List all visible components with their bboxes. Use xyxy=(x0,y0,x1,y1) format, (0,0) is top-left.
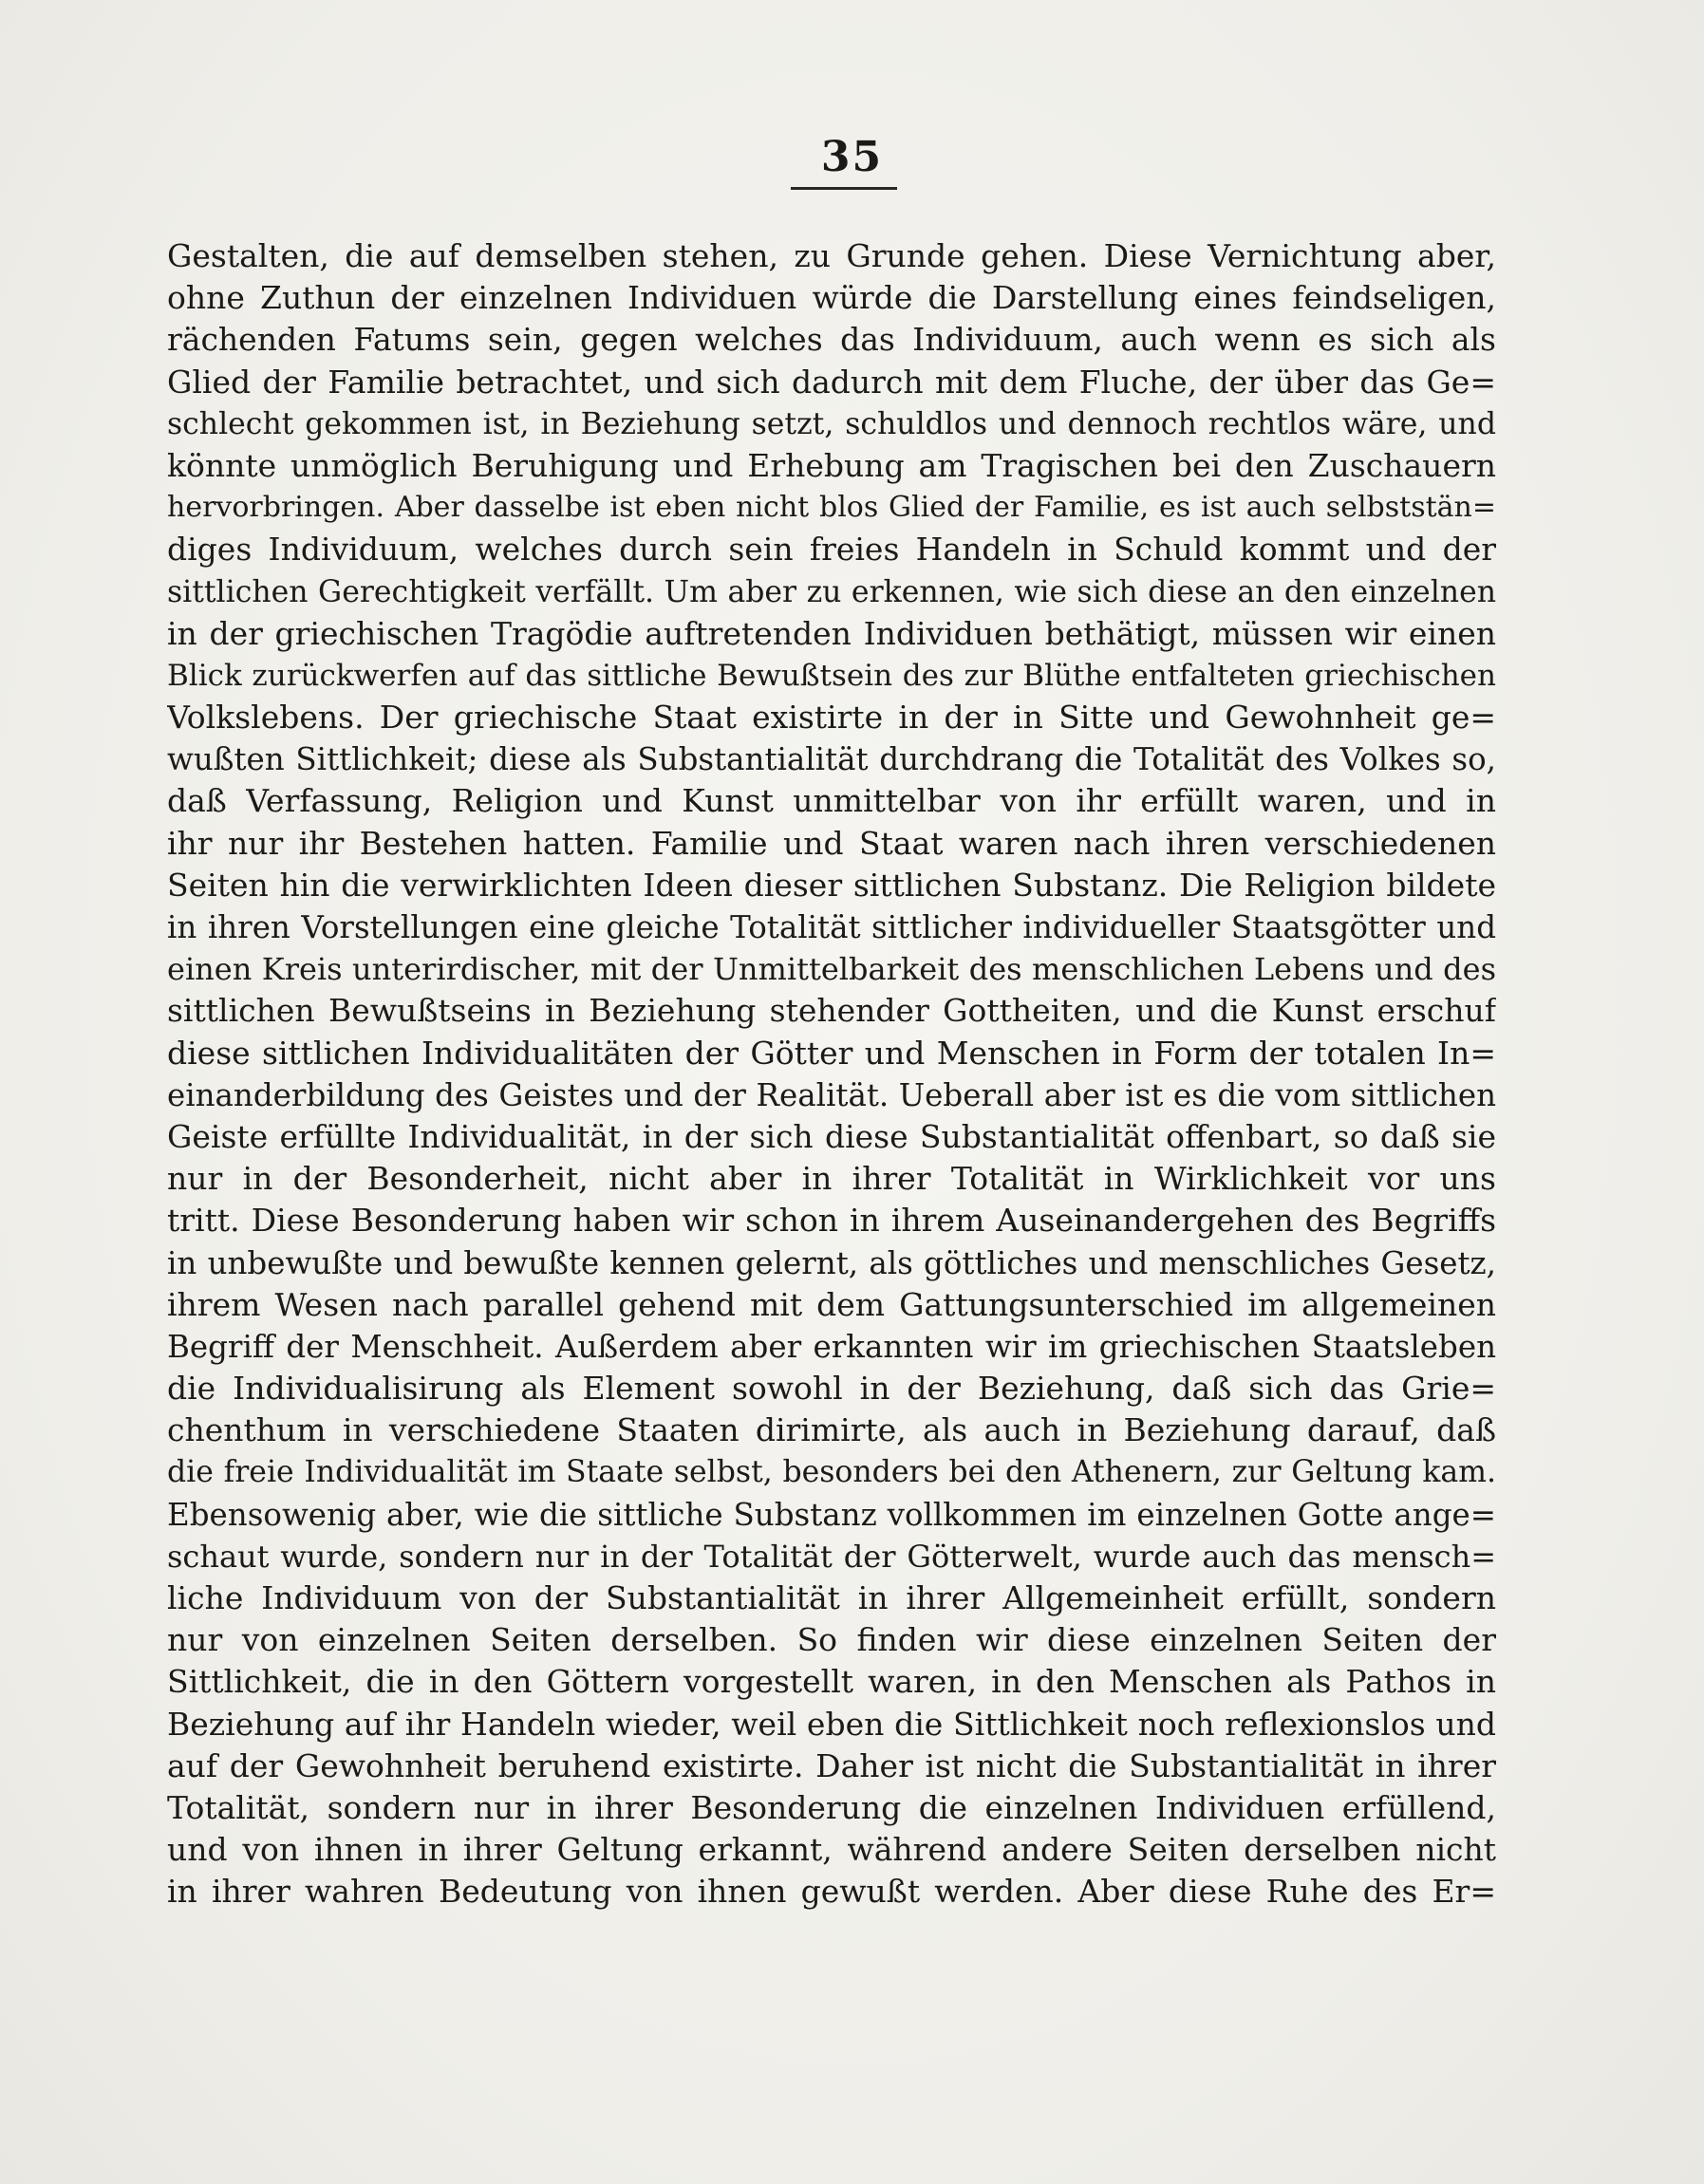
body-text xyxy=(167,235,1496,1913)
text-line: in unbewußte und bewußte kennen gelernt, als göttliches und menschliches Gesetz, xyxy=(167,1244,1496,1281)
text-line: wußten Sittlichkeit; diese als Substantialität durchdrang die Totalität des Volkes so, xyxy=(167,741,1496,778)
text-line: in der griechischen Tragödie auftretenden Individuen bethätigt, müssen wir einen xyxy=(167,614,1496,652)
text-line: nur in der Besonderheit, nicht aber in ihrer Totalität in Wirklichkeit vor uns xyxy=(167,1160,1496,1198)
text-line: Blick zurückwerfen auf das sittliche Bewußtsein des zur Blüthe entfalteten griechischen xyxy=(167,658,1496,693)
text-line: Begriff der Menschheit. Außerdem aber erkannten wir im griechischen Staatsleben xyxy=(167,1328,1496,1365)
text-line: rächenden Fatums sein, gegen welches das Individuum, auch wenn es sich als xyxy=(167,321,1496,359)
text-line: liche Individuum von der Substantialität in ihrer Allgemeinheit erfüllt, sondern xyxy=(167,1579,1496,1616)
text-line: Geiste erfüllte Individualität, in der sich diese Substantialität offenbart, so daß sie xyxy=(167,1117,1496,1155)
text-line: daß Verfassung, Religion und Kunst unmittelbar von ihr erfüllt waren, und in xyxy=(167,782,1496,820)
text-line: chenthum in verschiedene Staaten dirimirte, als auch in Beziehung darauf, daß xyxy=(167,1411,1496,1449)
text-line: Beziehung auf ihr Handeln wieder, weil eben die Sittlichkeit noch reflexionslos und xyxy=(167,1705,1496,1743)
text-line: in ihren Vorstellungen eine gleiche Totalität sittlicher individueller Staatsgötter und xyxy=(167,909,1496,945)
text-line: könnte unmöglich Beruhigung und Erhebung am Tragischen bei den Zuschauern xyxy=(167,446,1496,484)
text-line: hervorbringen. Aber dasselbe ist eben nicht blos Glied der Familie, es ist auch selbststän= xyxy=(167,491,1496,525)
text-line: und von ihnen in ihrer Geltung erkannt, während andere Seiten derselben nicht xyxy=(167,1831,1496,1869)
text-line: Seiten hin die verwirklichten Ideen dieser sittlichen Substanz. Die Religion bildete xyxy=(167,866,1496,904)
text-line: Totalität, sondern nur in ihrer Besonderung die einzelnen Individuen erfüllend, xyxy=(167,1788,1496,1826)
text-line: schlecht gekommen ist, in Beziehung setzt, schuldlos und dennoch rechtlos wäre, und xyxy=(167,406,1496,441)
text-line: ihr nur ihr Bestehen hatten. Familie und Staat waren nach ihren verschiedenen xyxy=(167,824,1496,862)
text-line: ohne Zuthun der einzelnen Individuen würde die Darstellung eines feindseligen, xyxy=(167,279,1496,317)
text-line: schaut wurde, sondern nur in der Totalität der Götterwelt, wurde auch das mensch= xyxy=(167,1538,1496,1575)
text-line: die Individualisirung als Element sowohl in der Beziehung, daß sich das Grie= xyxy=(167,1370,1496,1408)
text-line: Ebensowenig aber, wie die sittliche Substanz vollkommen im einzelnen Gotte ange= xyxy=(167,1496,1496,1533)
text-line: diges Individuum, welches durch sein freies Handeln in Schuld kommt und der xyxy=(167,531,1496,569)
text-line: Volkslebens. Der griechische Staat existirte in der in Sitte und Gewohnheit ge= xyxy=(167,699,1496,737)
text-line: Glied der Familie betrachtet, und sich dadurch mit dem Fluche, der über das Ge= xyxy=(167,363,1496,401)
text-line: einen Kreis unterirdischer, mit der Unmittelbarkeit des menschlichen Lebens und des xyxy=(167,951,1496,988)
text-line: die freie Individualität im Staate selbst, besonders bei den Athenern, zur Geltung kam. xyxy=(167,1455,1496,1490)
text-line: ihrem Wesen nach parallel gehend mit dem Gattungsunterschied im allgemeinen xyxy=(167,1285,1496,1323)
text-line: einanderbildung des Geistes und der Realität. Ueberall aber ist es die vom sittlichen xyxy=(167,1076,1496,1113)
text-line: diese sittlichen Individualitäten der Götter und Menschen in Form der totalen In= xyxy=(167,1034,1496,1072)
text-line: sittlichen Bewußtseins in Beziehung stehender Gottheiten, und die Kunst erschuf xyxy=(167,992,1496,1030)
text-line: Gestalten, die auf demselben stehen, zu Grunde gehen. Diese Vernichtung aber, xyxy=(167,237,1496,274)
page-number: 35 xyxy=(820,133,884,181)
text-line: Sittlichkeit, die in den Göttern vorgestellt waren, in den Menschen als Pathos in xyxy=(167,1663,1496,1701)
page-number-rule xyxy=(791,187,897,190)
text-line: tritt. Diese Besonderung haben wir schon in ihrem Auseinandergehen des Begriffs xyxy=(167,1202,1496,1240)
text-line: sittlichen Gerechtigkeit verfällt. Um aber zu erkennen, wie sich diese an den einzelnen xyxy=(167,574,1496,609)
text-line: auf der Gewohnheit beruhend existirte. Daher ist nicht die Substantialität in ihrer xyxy=(167,1746,1496,1784)
text-line: in ihrer wahren Bedeutung von ihnen gewußt werden. Aber diese Ruhe des Er= xyxy=(167,1873,1496,1911)
text-line: nur von einzelnen Seiten derselben. So finden wir diese einzelnen Seiten der xyxy=(167,1621,1496,1659)
